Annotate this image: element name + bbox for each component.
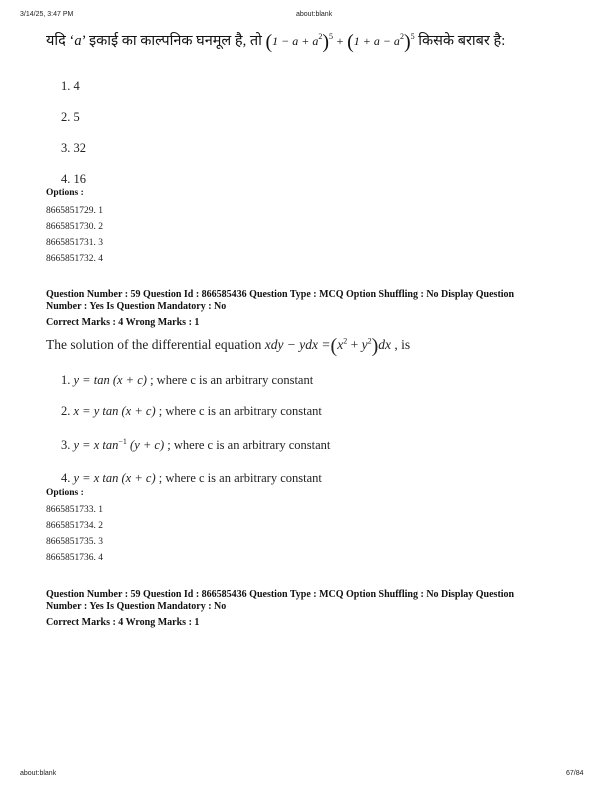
- question-b-eq-dx: dx: [378, 337, 391, 352]
- question-a-prefix: यदि ‘: [46, 33, 75, 49]
- question-b-option-id-2: 8665851734. 2: [46, 521, 103, 531]
- choice-tail: ; where c is an arbitrary constant: [167, 438, 331, 453]
- question-a-suffix: किसके बराबर है:: [418, 33, 506, 49]
- question-a-choice-4: 4. 16: [61, 172, 86, 186]
- question-b-option-id-1: 8665851733. 1: [46, 505, 103, 515]
- question-a-option-id-3: 8665851731. 3: [46, 238, 103, 248]
- question-b-options-label: Options :: [46, 488, 84, 498]
- print-footer-url: about:blank: [20, 770, 57, 777]
- question-b-choice-2: [61, 404, 322, 419]
- question-a-choice-2: 2. 5: [61, 110, 80, 124]
- choice-tail: ; where c is an arbitrary constant: [158, 404, 322, 418]
- question-a-choice-1: 1. 4: [61, 79, 80, 93]
- paren-open-1: (: [265, 31, 273, 53]
- choice-num: 2.: [61, 404, 71, 418]
- question-b-choice-3: [61, 437, 330, 453]
- outer-exp-1: 5: [329, 32, 334, 42]
- paren-open-2: (: [347, 31, 354, 53]
- choice-sup: −1: [118, 437, 127, 446]
- paren-close-2: ): [403, 31, 411, 53]
- question-b-meta-line-2: Number : Yes Is Question Mandatory : No: [46, 301, 227, 312]
- print-page-title: about:blank: [296, 11, 333, 18]
- outer-exp-2: 5: [410, 32, 415, 42]
- expr-term-2: 1 + a − a: [353, 34, 400, 48]
- question-b-eq-x: x: [337, 337, 344, 352]
- choice-num: 3.: [61, 438, 71, 453]
- question-c-meta-line-1: Question Number : 59 Question Id : 866585436 Question Type : MCQ Option Shuffling : No Display Question: [46, 589, 515, 600]
- question-b-eq-sq-2: 2: [367, 336, 372, 346]
- inner-exp-1: 2: [318, 32, 323, 42]
- question-b-marks: Correct Marks : 4 Wrong Marks : 1: [46, 317, 200, 328]
- question-a-option-id-1: 8665851729. 1: [46, 206, 103, 216]
- question-a-text: [46, 30, 505, 54]
- choice-expr: y = x tan (x + c): [73, 471, 156, 485]
- choice-tail: ; where c is an arbitrary constant: [150, 373, 314, 387]
- question-b-meta-line-1: Question Number : 59 Question Id : 866585436 Question Type : MCQ Option Shuffling : No Display Question: [46, 289, 515, 300]
- paren-close-1: ): [322, 31, 330, 53]
- choice-expr: x = y tan (x + c): [73, 404, 156, 418]
- print-datetime: 3/14/25, 3:47 PM: [20, 11, 74, 18]
- expr-term-1: 1 − a + a: [272, 34, 319, 48]
- choice-expr-2: (y + c): [126, 438, 165, 453]
- question-b-paren-open: (: [330, 335, 338, 357]
- question-b-option-id-4: 8665851736. 4: [46, 553, 103, 563]
- question-b-eq-plus: +: [347, 337, 362, 352]
- print-page-number: 67/84: [566, 770, 584, 777]
- question-b-choice-4: [61, 471, 322, 486]
- choice-num: 4.: [61, 471, 71, 485]
- question-a-var: a: [74, 33, 82, 49]
- question-a-choice-3: 3. 32: [61, 141, 86, 155]
- question-b-text: [46, 335, 410, 358]
- question-a-option-id-2: 8665851730. 2: [46, 222, 103, 232]
- choice-expr: y = tan (x + c): [73, 373, 147, 387]
- expr-plus: +: [336, 34, 344, 48]
- inner-exp-2: 2: [399, 32, 404, 42]
- choice-expr: y = x tan: [73, 438, 119, 453]
- question-b-choice-1: [61, 373, 313, 388]
- question-b-text-end: , is: [394, 337, 411, 352]
- question-a-mid: ’ इकाई का काल्पनिक घनमूल है, तो: [81, 33, 262, 49]
- question-b-stem: The solution of the differential equation: [46, 337, 262, 352]
- question-b-option-id-3: 8665851735. 3: [46, 537, 103, 547]
- question-b-eq-y: y: [361, 337, 368, 352]
- question-b-eq-lhs: xdy − ydx =: [264, 337, 331, 352]
- choice-tail: ; where c is an arbitrary constant: [158, 471, 322, 485]
- question-c-meta-line-2: Number : Yes Is Question Mandatory : No: [46, 601, 227, 612]
- question-b-paren-close: ): [371, 335, 379, 357]
- question-b-eq-sq-1: 2: [343, 336, 348, 346]
- question-a-option-id-4: 8665851732. 4: [46, 254, 103, 264]
- question-c-marks: Correct Marks : 4 Wrong Marks : 1: [46, 617, 200, 628]
- choice-num: 1.: [61, 373, 71, 387]
- question-a-options-label: Options :: [46, 188, 84, 198]
